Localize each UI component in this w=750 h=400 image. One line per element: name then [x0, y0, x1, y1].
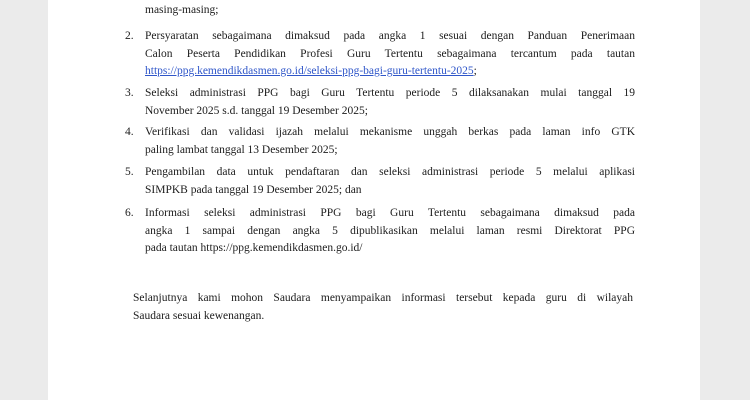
- list-item-4: [125, 124, 635, 159]
- closing-line: Saudara sesuai kewenangan.: [133, 309, 265, 322]
- item-text-line: Seleksi administrasi PPG bagi Guru Tertentu periode 5 dilaksanakan mulai tanggal 19: [145, 87, 635, 99]
- list-item-6: [125, 205, 635, 258]
- closing-line: Selanjutnya kami mohon Saudara menyampaikan informasi tersebut kepada guru di wilayah: [133, 292, 633, 304]
- item-text-line: Verifikasi dan validasi ijazah melalui mekanisme unggah berkas pada laman info GTK: [145, 126, 635, 138]
- list-number: 2.: [125, 30, 134, 42]
- link-suffix: ;: [473, 65, 477, 77]
- item-text-line: pada tautan https://ppg.kemendikdasmen.go.id/: [145, 242, 363, 254]
- item-text-line: Pengambilan data untuk pendaftaran dan seleksi administrasi periode 5 melalui aplikasi: [145, 166, 635, 178]
- item-text-line: November 2025 s.d. tanggal 19 Desember 2025;: [145, 104, 368, 117]
- list-item-3: [125, 85, 635, 120]
- list-number: 5.: [125, 166, 134, 178]
- ppg-selection-link[interactable]: https://ppg.kemendikdasmen.go.id/seleksi-ppg-bagi-guru-tertentu-2025: [145, 65, 474, 77]
- continuation-text: masing-masing;: [145, 4, 219, 16]
- item-text-line: SIMPKB pada tanggal 19 Desember 2025; dan: [145, 183, 362, 196]
- item-text-line: Calon Peserta Pendidikan Profesi Guru Tertentu sebagaimana tercantum pada tautan: [145, 47, 635, 60]
- item-text-line: angka 1 sampai dengan angka 5 dipublikasikan melalui laman resmi Direktorat PPG: [145, 224, 635, 237]
- document-page: [48, 0, 700, 400]
- list-number: 3.: [125, 87, 134, 99]
- item-text-line: Persyaratan sebagaimana dimaksud pada angka 1 sesuai dengan Panduan Penerimaan: [145, 30, 635, 42]
- list-item-continuation: [145, 2, 635, 20]
- item-text-line: Informasi seleksi administrasi PPG bagi Guru Tertentu sebagaimana dimaksud pada: [145, 207, 635, 219]
- item-text-line: paling lambat tanggal 13 Desember 2025;: [145, 143, 338, 156]
- list-item-5: [125, 164, 635, 199]
- list-number: 4.: [125, 126, 134, 138]
- list-number: 6.: [125, 207, 134, 219]
- list-item-2: [125, 28, 635, 81]
- closing-paragraph: [133, 290, 633, 325]
